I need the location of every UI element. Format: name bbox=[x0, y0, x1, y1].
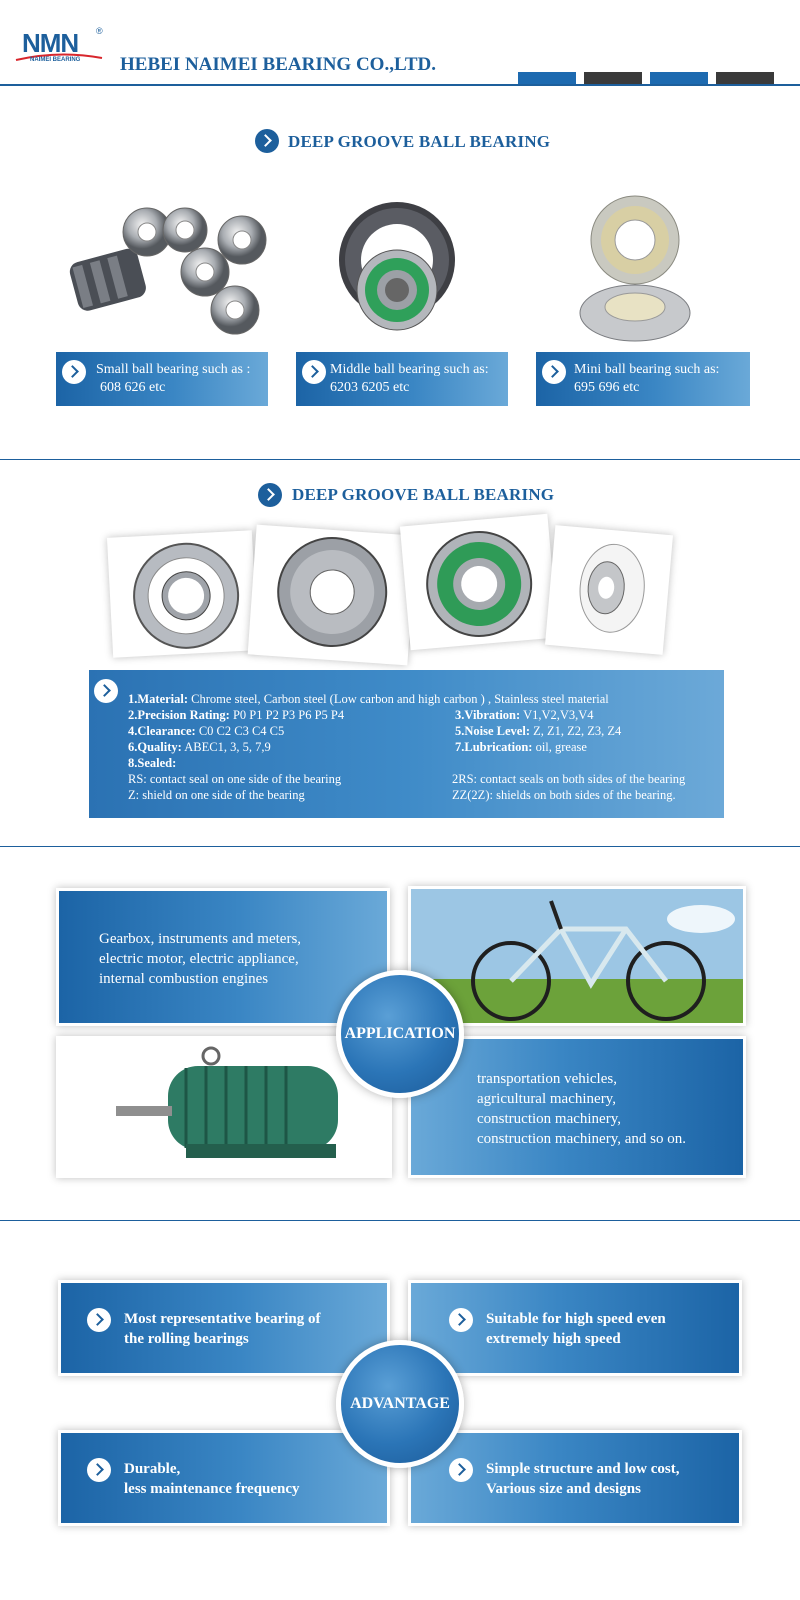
advantage-line: Various size and designs bbox=[486, 1481, 641, 1497]
advantage-line: less maintenance frequency bbox=[124, 1481, 300, 1497]
advantage-box-2 bbox=[408, 1280, 742, 1376]
section-title: DEEP GROOVE BALL BEARING bbox=[292, 485, 555, 504]
small-bearings-image bbox=[55, 205, 285, 345]
advantage-line: Most representative bearing of bbox=[124, 1311, 321, 1327]
logo[interactable] bbox=[14, 28, 104, 68]
photo-sealed-bearing bbox=[400, 514, 558, 650]
spec-zz: ZZ(2Z): shields on both sides of the bearing. bbox=[452, 788, 676, 802]
chevron-right-icon bbox=[94, 679, 118, 703]
section-divider bbox=[0, 846, 800, 847]
spec-vibration: 3.Vibration: V1,V2,V3,V4 bbox=[455, 708, 594, 722]
application-line: agricultural machinery, bbox=[477, 1091, 616, 1107]
advantage-box-4 bbox=[408, 1430, 742, 1526]
application-line: construction machinery, and so on. bbox=[477, 1131, 686, 1147]
section-divider bbox=[0, 459, 800, 460]
section-title: DEEP GROOVE BALL BEARING bbox=[288, 132, 551, 151]
spec-rs: RS: contact seal on one side of the bearing bbox=[128, 772, 342, 786]
advantage-line: Simple structure and low cost, bbox=[486, 1461, 680, 1477]
spec-panel bbox=[89, 670, 724, 818]
caption-line-1: Small ball bearing such as : bbox=[96, 362, 251, 377]
caption-line-2: 608 626 etc bbox=[100, 380, 166, 395]
bicycle-photo bbox=[408, 886, 746, 1026]
application-line: internal combustion engines bbox=[99, 971, 269, 987]
logo-registered-mark: ® bbox=[96, 26, 103, 36]
caption-mini-bearing bbox=[536, 352, 750, 406]
chevron-right-icon bbox=[87, 1458, 111, 1482]
advantage-box-3 bbox=[58, 1430, 390, 1526]
chevron-right-icon bbox=[449, 1458, 473, 1482]
chevron-right-icon bbox=[258, 483, 282, 507]
spec-quality: 6.Quality: ABEC1, 3, 5, 7,9 bbox=[128, 740, 271, 754]
advantage-line: Suitable for high speed even bbox=[486, 1311, 666, 1327]
header-tab-1[interactable] bbox=[518, 72, 576, 84]
caption-line-1: Mini ball bearing such as: bbox=[574, 362, 720, 377]
chevron-right-icon bbox=[62, 360, 86, 384]
section-divider bbox=[0, 1220, 800, 1221]
spec-z: Z: shield on one side of the bearing bbox=[128, 788, 305, 802]
photo-open-bearing bbox=[107, 530, 258, 657]
spec-lubrication: 7.Lubrication: oil, grease bbox=[455, 740, 587, 754]
caption-line-2: 695 696 etc bbox=[574, 380, 640, 395]
header-tab-3[interactable] bbox=[650, 72, 708, 84]
advantage-box-1 bbox=[58, 1280, 390, 1376]
advantage-line: extremely high speed bbox=[486, 1331, 621, 1347]
spec-precision: 2.Precision Rating: P0 P1 P2 P3 P6 P5 P4 bbox=[128, 708, 345, 722]
photo-plastic-bearing bbox=[545, 525, 673, 655]
advantage-line: Durable, bbox=[124, 1461, 181, 1477]
logo-text: NMN bbox=[22, 28, 79, 58]
photo-shielded-bearing bbox=[248, 525, 417, 666]
company-name: HEBEI NAIMEI BEARING CO.,LTD. bbox=[120, 54, 437, 75]
middle-bearing-image bbox=[335, 200, 475, 340]
chevron-right-icon bbox=[449, 1308, 473, 1332]
advantage-center-badge: ADVANTAGE bbox=[336, 1340, 464, 1468]
caption-line-1: Middle ball bearing such as: bbox=[330, 362, 489, 377]
header-divider bbox=[0, 84, 800, 86]
caption-middle-bearing bbox=[296, 352, 508, 406]
spec-clearance: 4.Clearance: C0 C2 C3 C4 C5 bbox=[128, 724, 285, 738]
spec-material: 1.Material: Chrome steel, Carbon steel (Low carbon and high carbon ) , Stainless steel material bbox=[128, 692, 609, 706]
application-line: electric motor, electric appliance, bbox=[99, 951, 299, 967]
application-line: Gearbox, instruments and meters, bbox=[99, 931, 302, 947]
logo-subtitle: NAIMEI BEARING bbox=[30, 57, 81, 63]
chevron-right-icon bbox=[255, 129, 279, 153]
mini-bearing-image bbox=[575, 195, 695, 345]
spec-sealed: 8.Sealed: bbox=[128, 756, 177, 770]
application-center-badge: APPLICATION bbox=[336, 970, 464, 1098]
application-text-box-1 bbox=[56, 888, 390, 1026]
spec-noise-level: 5.Noise Level: Z, Z1, Z2, Z3, Z4 bbox=[455, 724, 622, 738]
header-tab-2[interactable] bbox=[584, 72, 642, 84]
caption-small-bearing bbox=[56, 352, 268, 406]
caption-line-2: 6203 6205 etc bbox=[330, 380, 410, 395]
application-line: transportation vehicles, bbox=[477, 1071, 617, 1087]
header-tab-4[interactable] bbox=[716, 72, 774, 84]
application-line: construction machinery, bbox=[477, 1111, 621, 1127]
chevron-right-icon bbox=[302, 360, 326, 384]
advantage-line: the rolling bearings bbox=[124, 1331, 249, 1347]
spec-2rs: 2RS: contact seals on both sides of the bearing bbox=[452, 772, 686, 786]
chevron-right-icon bbox=[542, 360, 566, 384]
chevron-right-icon bbox=[87, 1308, 111, 1332]
